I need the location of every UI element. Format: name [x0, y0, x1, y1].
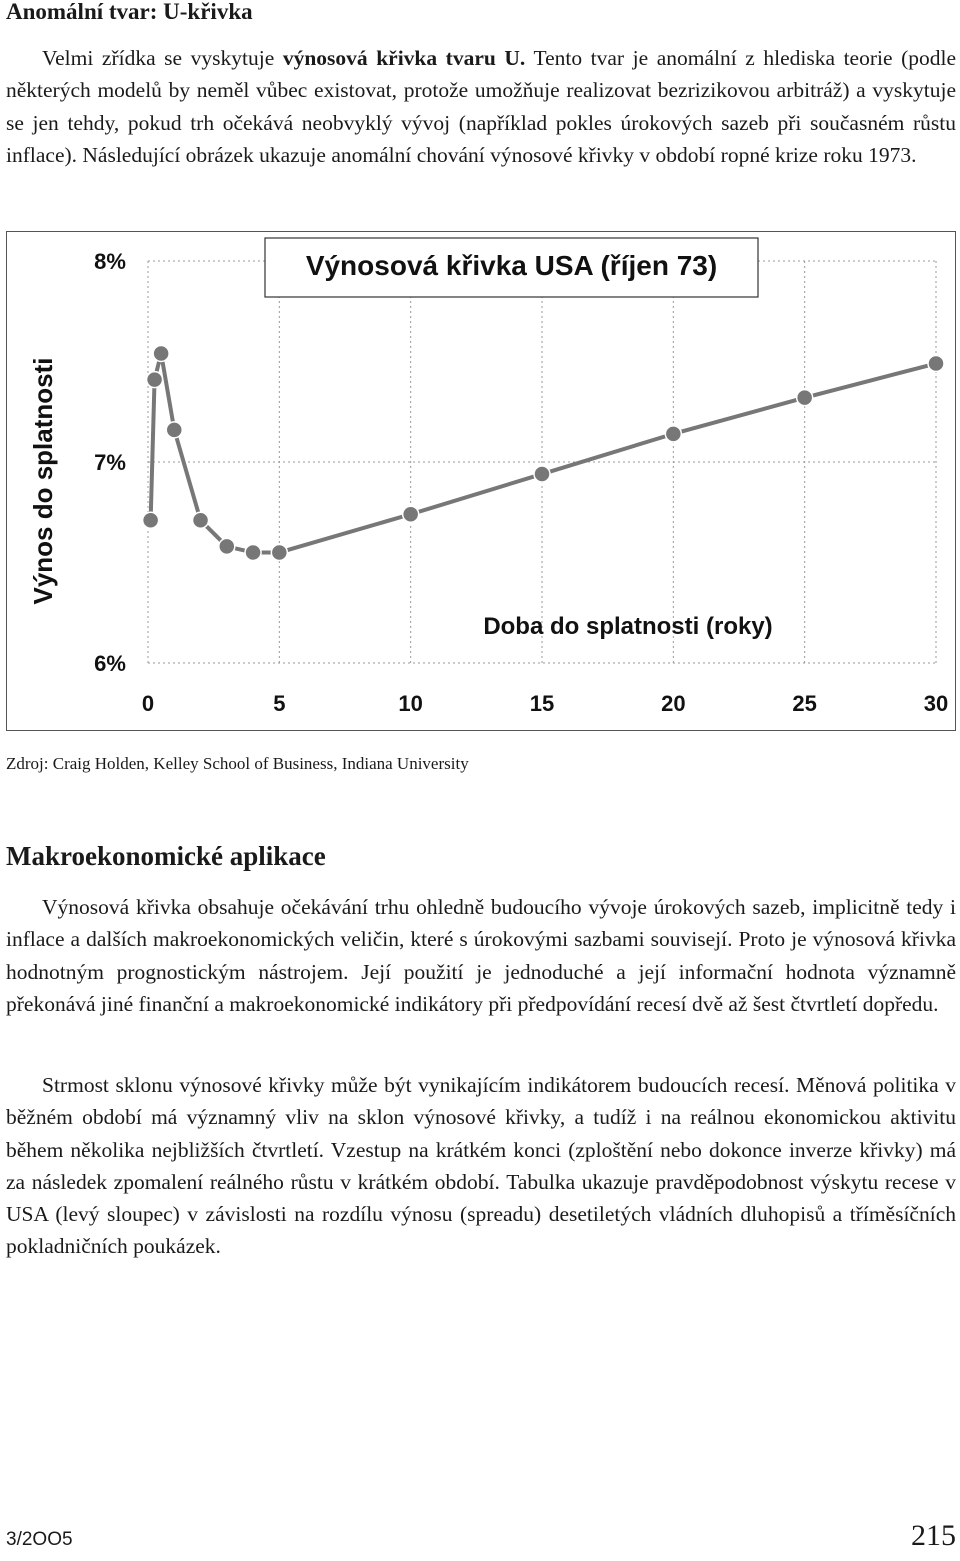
- data-point: [665, 426, 681, 442]
- x-tick-label: 25: [792, 691, 817, 716]
- x-tick-label: 20: [661, 691, 686, 716]
- intro-bold-phrase: výnosová křivka tvaru U.: [282, 46, 526, 70]
- intro-text-start: Velmi zřídka se vyskytuje: [42, 46, 283, 70]
- chart-svg: [6, 231, 956, 731]
- y-tick-label: 6%: [94, 651, 126, 676]
- x-axis-label: Doba do splatnosti (roky): [483, 613, 773, 640]
- x-tick-label: 0: [141, 691, 155, 716]
- intro-paragraph: [6, 42, 956, 171]
- macro-heading: Makroekonomické aplikace: [6, 841, 326, 871]
- x-tick-label: 30: [923, 691, 949, 716]
- intro-text-rest: Tento tvar je anomální z hlediska teorie (podle některých modelů by neměl vůbec existovat, protože umožňuje realizovat bezrizikovou arbitráž) a vyskytuje se jen tehdy, pokud trh očekává neobvyklý vývoj (například pokles úrokových sazeb při současném růstu inflace). Následující obrázek ukazuje anomální chování výnosové křivky v období ropné krize roku 1973.: [6, 46, 956, 167]
- data-point: [403, 506, 419, 522]
- y-axis-label: Výnos do splatnosti: [28, 357, 58, 605]
- data-point: [534, 466, 550, 482]
- yield-curve-chart: [6, 231, 956, 731]
- x-tick-label: 15: [529, 691, 555, 716]
- macro-paragraph-1: Výnosová křivka obsahuje očekávání trhu ohledně budoucího vývoje úrokových sazeb, implicitně tedy i inflace a dalších makroekonomických veličin, které s úrokovými sazbami souvisejí. Proto je výnosová křivka hodnotným prognostickým nástrojem. Její použití je jednoduché a její informační hodnota významně překonává jiné finanční a makroekonomické indikátory při předpovídání recesí dvě až šest čtvrtletí dopředu.: [6, 895, 956, 1016]
- data-point: [193, 512, 209, 528]
- data-point: [245, 544, 261, 560]
- chart-title: Výnosová křivka USA (říjen 73): [305, 250, 718, 281]
- data-point: [147, 372, 163, 388]
- chart-border: [7, 232, 956, 731]
- data-point: [797, 390, 813, 406]
- macro-paragraph-2: Strmost sklonu výnosové křivky může být vynikajícím indikátorem budoucích recesí. Měnová politika v běžném období má významný vliv na sklon výnosové křivky, a tudíž i na reálnou ekonomickou aktivitu během několika nejbližších čtvrtletí. Vzestup na krátkém konci (zploštění nebo dokonce inverze křivky) má za následek zpomalení reálného růstu v krátkém období. Tabulka ukazuje pravděpodobnost výskytu recese v USA (levý sloupec) v závislosti na rozdílu výnosu (spreadu) desetiletých vládních dluhopisů a tříměsíčních pokladničních poukázek.: [6, 1073, 956, 1259]
- data-point: [166, 422, 182, 438]
- data-point: [271, 544, 287, 560]
- data-point: [928, 356, 944, 372]
- x-tick-label: 10: [398, 691, 423, 716]
- data-point: [219, 538, 235, 554]
- issue-number: 3/2OO5: [6, 1529, 73, 1550]
- data-point: [153, 345, 169, 361]
- page-number: 215: [911, 1519, 956, 1552]
- x-tick-label: 5: [273, 691, 286, 716]
- y-tick-label: 7%: [94, 450, 126, 475]
- section-heading: Anomální tvar: U-křivka: [6, 0, 253, 24]
- y-tick-label: 8%: [94, 249, 126, 274]
- chart-source: Zdroj: Craig Holden, Kelley School of Business, Indiana University: [6, 754, 469, 773]
- data-point: [143, 512, 159, 528]
